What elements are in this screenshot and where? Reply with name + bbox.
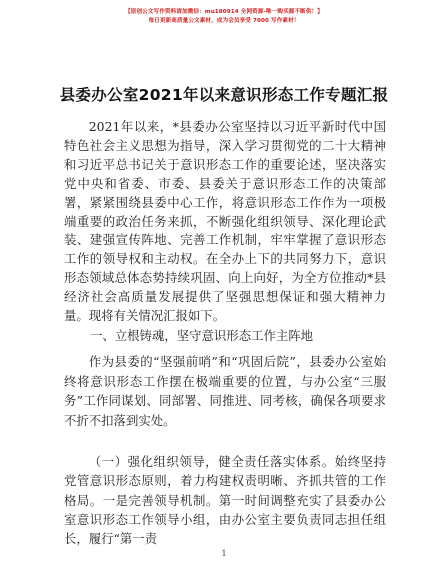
document-title: 县委办公室2021年以来意识形态工作专题汇报 bbox=[59, 86, 389, 104]
page-number: 1 bbox=[221, 549, 227, 558]
document-body-subsection1 bbox=[64, 452, 386, 548]
promo-banner-line-1: 【原创公文写作资料请加微信：mu180914 全网资源-唯一购买源不断供！】 bbox=[125, 9, 323, 15]
promo-banner bbox=[0, 8, 448, 26]
promo-banner-line-2: 每日更新高质量公文素材，成为会员享受 7000 写作素材！ bbox=[148, 18, 300, 24]
document-body-intro bbox=[64, 118, 386, 326]
section1-paragraph: 作为县委的“坚强前哨”和“巩固后院”，县委办公室始终将意识形态工作摆在极端重要的位置，与办公室“三服务”工作同谋划、同部署、同推进、同考核，确保各项要求不折不扣落到实处。 bbox=[64, 354, 386, 428]
section-heading-1: 一、立根铸魂，坚守意识形态工作主阵地 bbox=[90, 328, 314, 343]
subsection1-paragraph: （一）强化组织领导，健全责任落实体系。始终坚持党管意识形态原则，着力构建权责明晰、齐抓共管的工作格局。一是完善领导机制。第一时间调整充实了县委办公室意识形态工作领导小组，由办公室主要负责同志担任组长，履行“第一责 bbox=[64, 454, 386, 547]
intro-paragraph: 2021年以来，*县委办公室坚持以习近平新时代中国特色社会主义思想为指导，深入学习贯彻党的二十大精神和习近平总书记关于意识形态工作的重要论述，坚决落实党中央和省委、市委、县委关于意识形态工作的决策部署，紧紧围绕县委中心工作，将意识形态工作作为一项极端重要的政治任务来抓，不断强化组织领导、深化理论武装、建强宣传阵地、完善工作机制，牢牢掌握了意识形态工作的领导权和主动权。在全办上下的共同努力下，意识形态领域总体态势持续巩固、向上向好，为全方位推动*县经济社会高质量发展提供了坚强思想保证和强大精神力量。现将有关情况汇报如下。 bbox=[64, 119, 386, 324]
document-body-section1 bbox=[64, 352, 386, 430]
